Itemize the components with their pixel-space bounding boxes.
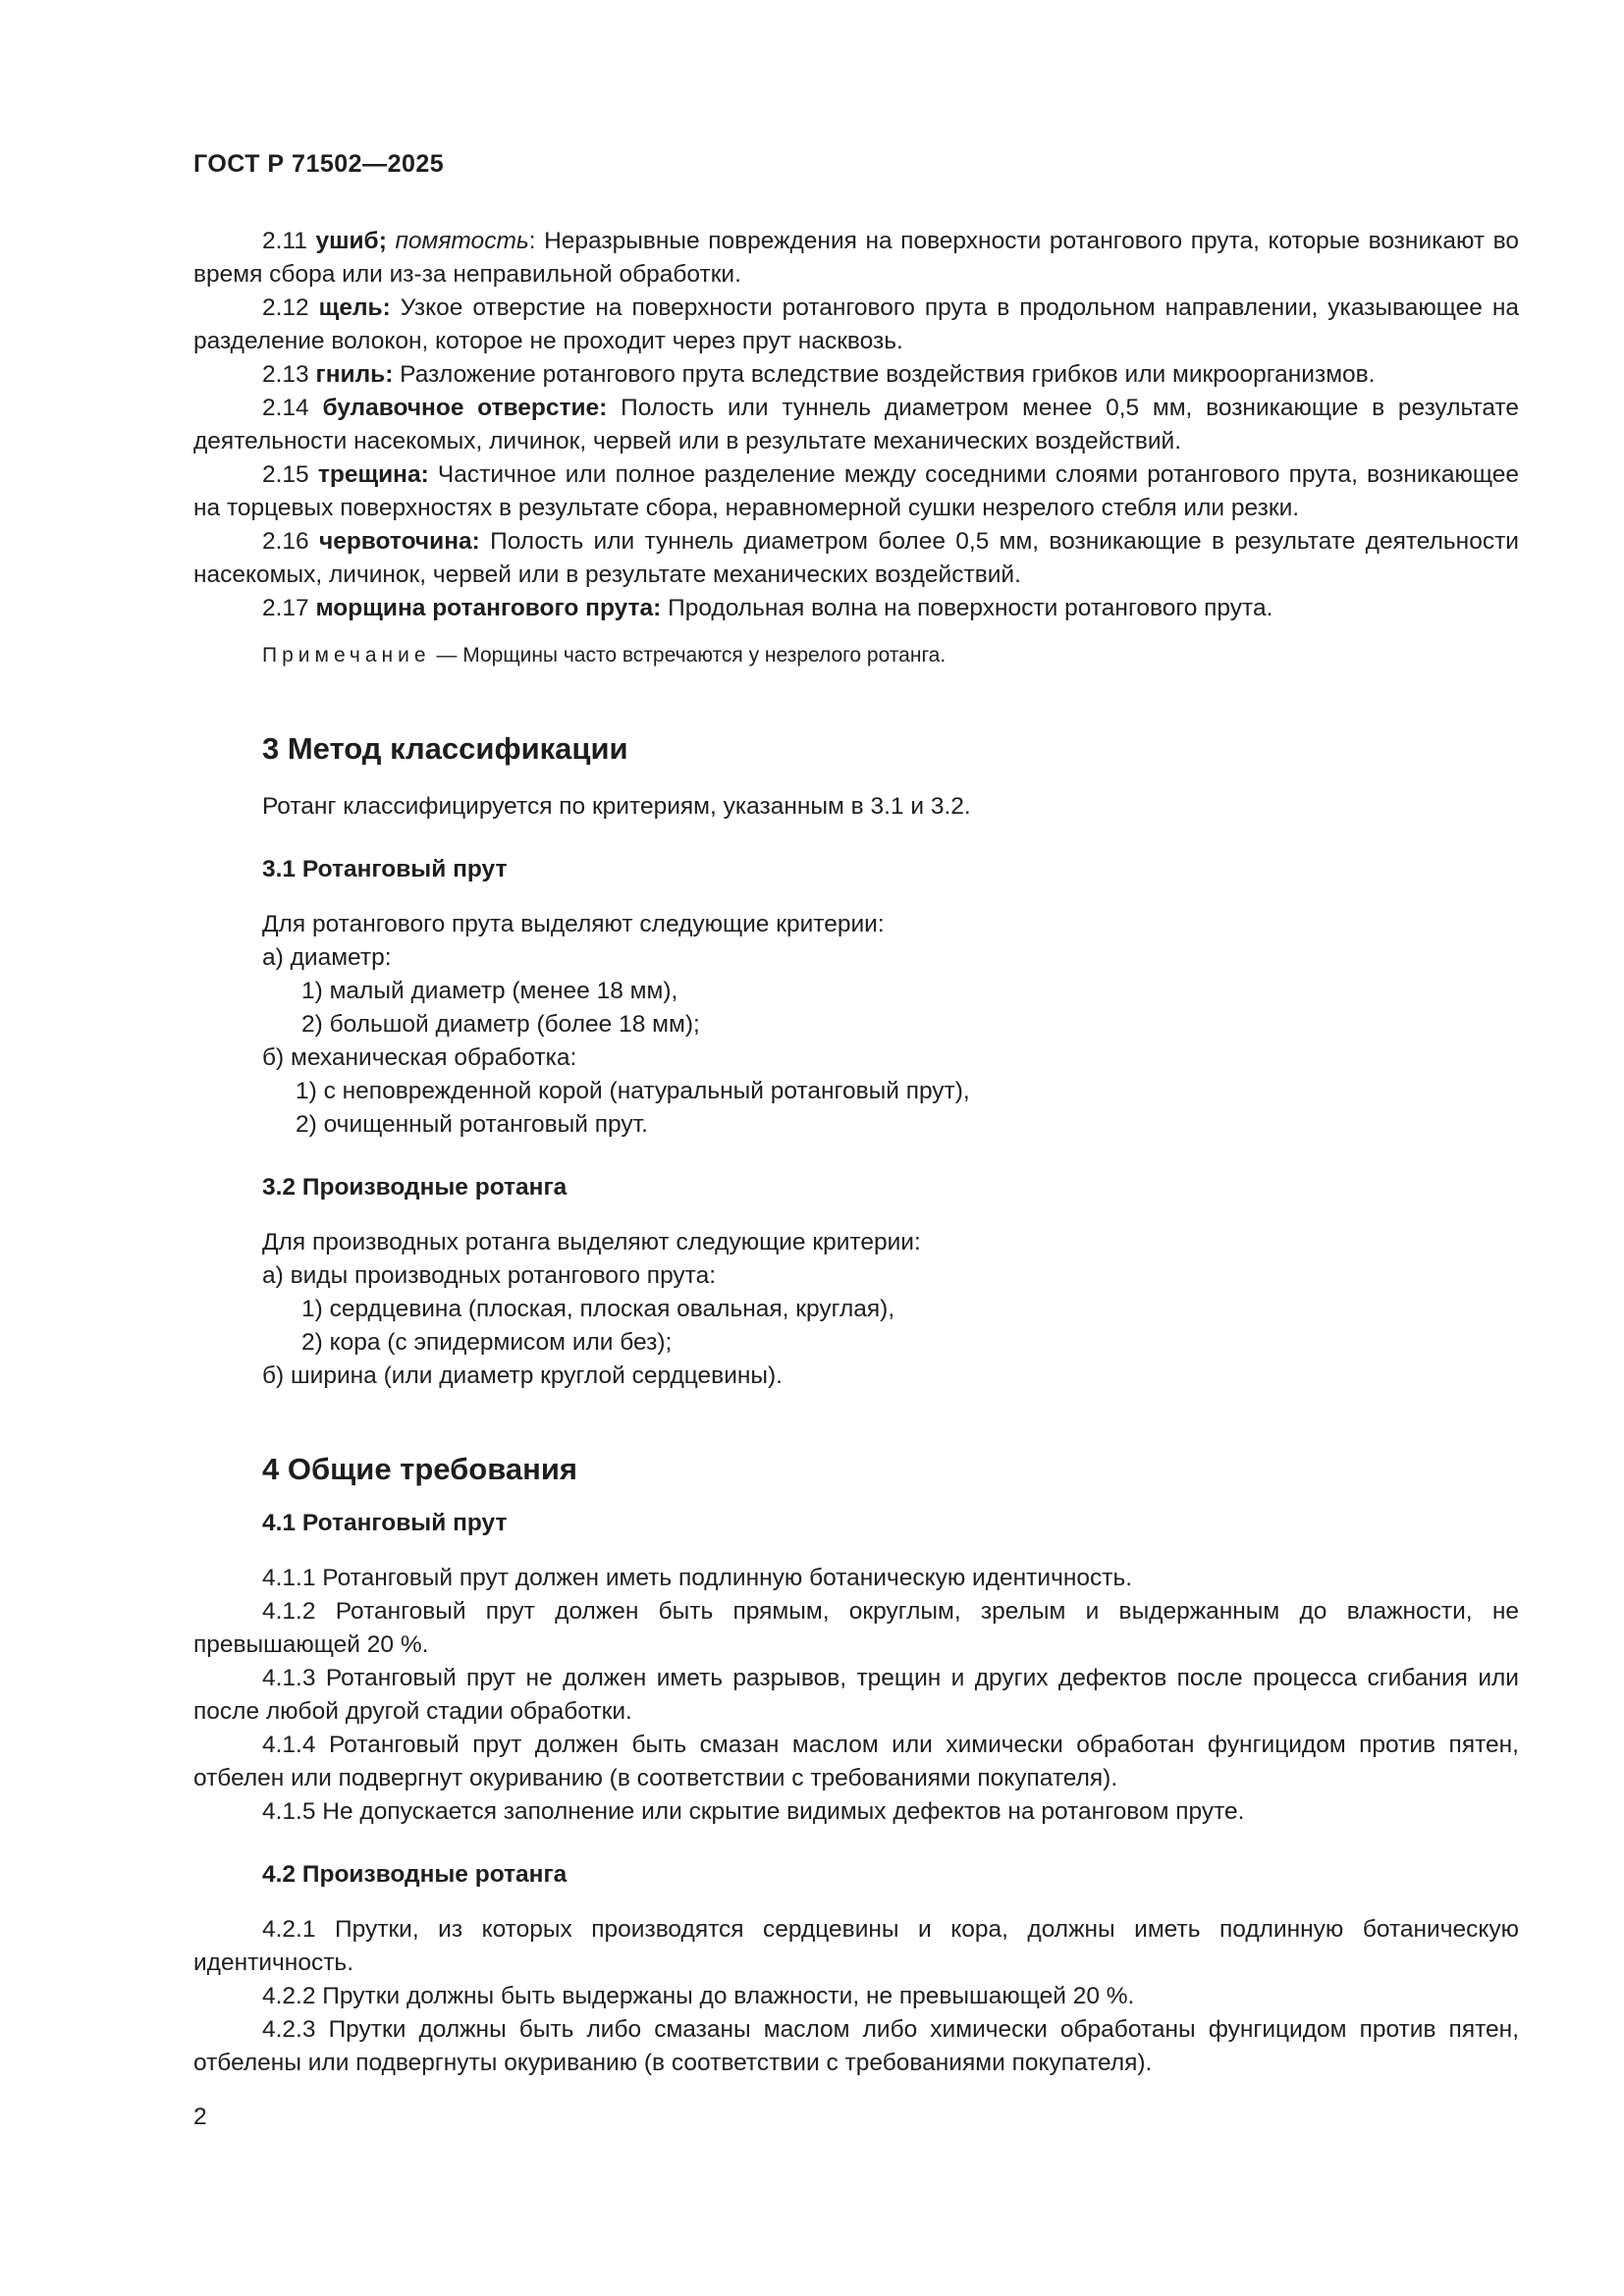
section-4-title: 4 Общие требования [262, 1452, 577, 1486]
section-3-intro: Ротанг классифицируется по критериям, указанным в 3.1 и 3.2. [262, 793, 971, 820]
section-3-title: 3 Метод классификации [262, 731, 628, 766]
list-item: 1) малый диаметр (менее 18 мм), [301, 978, 678, 1004]
term-2-12 [193, 292, 1519, 358]
requirement-4-1-3: 4.1.3 Ротанговый прут не должен иметь разрывов, трещин и других дефектов после процесса сгибания или после любой другой стадии обработки. [193, 1665, 1519, 1725]
term-definition: Узкое отверстие на поверхности ротангового прута в продольном направлении, указывающее на разделение волокон, которое не проходит через прут насквозь. [193, 294, 1520, 354]
term-2-13 [193, 358, 1519, 392]
subsection-4-2-title: 4.2 Производные ротанга [262, 1861, 568, 1888]
note-label: Примечание [262, 644, 431, 667]
term-name: щель: [318, 294, 391, 321]
document-header: ГОСТ Р 71502—2025 [193, 150, 445, 178]
requirement-4-1-1: 4.1.1 Ротанговый прут должен иметь подлинную ботаническую идентичность. [262, 1565, 1133, 1591]
term-number: 2.16 [262, 528, 309, 555]
note [193, 639, 1519, 672]
term-definition: : Неразрывные повреждения на поверхности ротангового прута, которые возникают во время сбора или из-за неправильной обработки. [193, 228, 1520, 288]
list-item: а) диаметр: [262, 944, 392, 971]
term-definition: Частичное или полное разделение между соседними слоями ротангового прута, возникающее на торцевых поверхностях в результате сбора, неравномерной сушки незрелого стебля или резки. [193, 461, 1519, 521]
term-number: 2.17 [262, 595, 309, 621]
term-number: 2.12 [262, 294, 309, 321]
term-synonym: помятость [395, 228, 529, 254]
term-2-16 [193, 525, 1519, 592]
requirement-4-1-5: 4.1.5 Не допускается заполнение или скрытие видимых дефектов на ротанговом пруте. [262, 1798, 1245, 1825]
list-item: б) механическая обработка: [262, 1044, 577, 1071]
list-item: б) ширина (или диаметр круглой сердцевины). [262, 1362, 783, 1389]
list-item: 2) кора (с эпидермисом или без); [301, 1329, 673, 1356]
list-item: 1) сердцевина (плоская, плоская овальная, круглая), [301, 1296, 895, 1322]
term-name: гниль: [315, 361, 394, 388]
term-definition: Полость или туннель диаметром более 0,5 мм, возникающие в результате деятельности насекомых, личинок, червей или в результате механических воздействий. [193, 528, 1519, 588]
subsection-3-2-title: 3.2 Производные ротанга [262, 1174, 568, 1201]
term-definition: Разложение ротангового прута вследствие воздействия грибков или микроорганизмов. [393, 361, 1376, 388]
term-number: 2.14 [262, 395, 309, 421]
subsection-3-1-title: 3.1 Ротанговый прут [262, 856, 508, 882]
term-definition: Продольная волна на поверхности ротангового прута. [661, 595, 1273, 621]
term-2-15 [193, 458, 1519, 525]
term-number: 2.11 [262, 228, 307, 254]
list-item: 2) большой диаметр (более 18 мм); [301, 1011, 700, 1038]
term-name: ушиб; [315, 228, 387, 254]
term-number: 2.15 [262, 461, 309, 488]
list-lead: Для ротангового прута выделяют следующие критерии: [262, 911, 885, 937]
subsection-4-1-title: 4.1 Ротанговый прут [262, 1510, 508, 1536]
document-body [193, 225, 1519, 2080]
requirement-4-2-2: 4.2.2 Прутки должны быть выдержаны до влажности, не превышающей 20 %. [262, 1983, 1135, 2009]
list-item: 1) с неповрежденной корой (натуральный ротанговый прут), [296, 1078, 970, 1104]
term-definition: Полость или туннель диаметром менее 0,5 мм, возникающие в результате деятельности насекомых, личинок, червей или в результате механических воздействий. [193, 395, 1519, 454]
requirement-4-2-3: 4.2.3 Прутки должны быть либо смазаны маслом либо химически обработаны фунгицидом против пятен, отбелены или подвергнуты окуриванию (в соответствии с требованиями покупателя). [193, 2016, 1519, 2076]
list-item: а) виды производных ротангового прута: [262, 1262, 717, 1289]
term-number: 2.13 [262, 361, 309, 388]
term-name: червоточина: [318, 528, 480, 555]
requirement-4-1-4: 4.1.4 Ротанговый прут должен быть смазан маслом или химически обработан фунгицидом против пятен, отбелен или подвергнут окуриванию (в соответствии с требованиями покупателя). [193, 1732, 1519, 1791]
term-name: булавочное отверстие: [322, 395, 608, 421]
requirement-4-1-2: 4.1.2 Ротанговый прут должен быть прямым, округлым, зрелым и выдержанным до влажности, не превышающей 20 %. [193, 1598, 1519, 1658]
term-name: трещина: [317, 461, 429, 488]
list-item: 2) очищенный ротанговый прут. [296, 1111, 648, 1138]
note-text: — Морщины часто встречаются у незрелого ротанга. [430, 644, 947, 667]
requirement-4-2-1: 4.2.1 Прутки, из которых производятся сердцевины и кора, должны иметь подлинную ботаническую идентичность. [193, 1916, 1519, 1976]
page-number: 2 [193, 2104, 207, 2130]
term-name: морщина ротангового прута: [315, 595, 662, 621]
term-2-11 [193, 225, 1519, 292]
term-2-14 [193, 392, 1519, 458]
list-lead: Для производных ротанга выделяют следующие критерии: [262, 1229, 921, 1255]
term-2-17 [193, 592, 1519, 625]
